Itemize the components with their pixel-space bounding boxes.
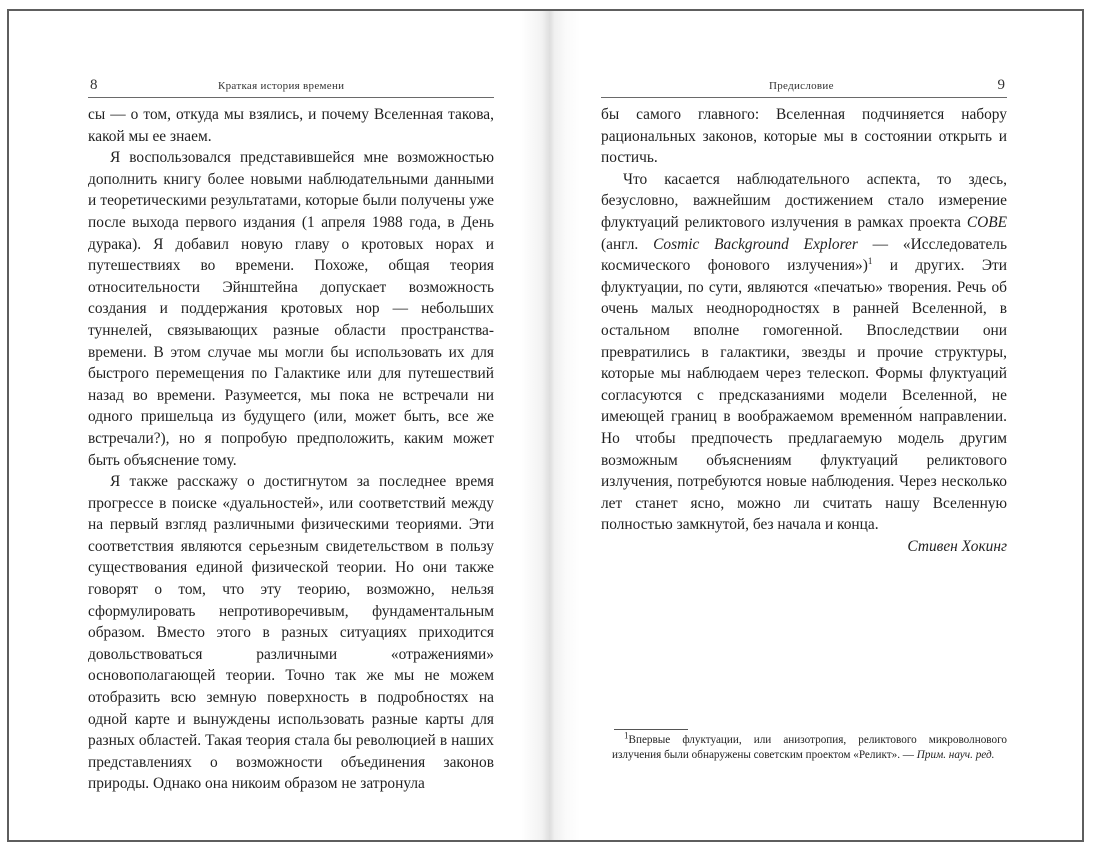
cobe-full-name: Cosmic Background Explorer xyxy=(653,235,858,253)
page-number-right: 9 xyxy=(997,77,1005,93)
left-page-body xyxy=(88,104,494,795)
running-head-title-right: Предисловие xyxy=(769,80,834,92)
running-head-right xyxy=(601,77,1007,98)
right-paragraph-2-text-c: — «Исследователь космического фонового излучения») xyxy=(601,235,1007,275)
footnote-mark: 1 xyxy=(624,730,629,741)
right-paragraph-2-text-a: Что касается наблюдательного аспекта, то здесь, безусловно, важнейшим достижением стало измерение флуктуаций реликтового излучения в рамках проекта xyxy=(601,170,1007,231)
left-paragraph-2: Я воспользовался представившейся мне возможностью дополнить книгу более новыми наблюдательными данными и теоретическими результатами, которые были получены уже после выхода первого издания (1 апреля 1988 года, в День дурака). Я добавил новую главу о кротовых норах и путешествиях во времени. Похоже, общая теория относительности Эйнштейна допускает возможность создания и поддержания кротовых нор — небольших туннелей, связывающих разные области пространства-времени. В этом случае мы могли бы использовать их для быстрого перемещения по Галактике или для путешествий назад во времени. Разумеется, мы пока не встречали ни одного пришельца из будущего (или, может быть, все же встречали?), но я попробую предположить, каким может быть объяснение тому. xyxy=(88,149,494,469)
right-paragraph-1: бы самого главного: Вселенная подчиняется набору рациональных законов, которые мы в состоянии открыть и постичь. xyxy=(601,106,1007,167)
author-signature: Стивен Хокинг xyxy=(907,537,1007,555)
right-paragraph-2-text-d: и других. Эти флуктуации, по сути, являются «печатью» творения. Речь об очень малых неоднородностях в ранней Вселенной, в остальном вполне гомогенной. Впоследствии они превратились в галактики, звезды и прочие структуры, которые мы наблюдаем через телескоп. Формы флуктуаций согласуются с предсказаниями модели Вселенной, не имеющей границ в воображаемом временно́м направлении. Но чтобы предпочесть предлагаемую модель другим возможным объяснениям флуктуаций реликтового излучения, потребуются новые наблюдения. Через несколько лет станет ясно, можно ли считать нашу Вселенную полностью замкнутой, без начала и конца. xyxy=(601,257,1007,534)
footnote-text: Впервые флуктуации, или анизотропия, реликтового микроволнового излучения были обнаружены советским проектом «Реликт». — xyxy=(612,734,1007,762)
right-page-body xyxy=(601,104,1007,557)
right-paragraph-2-text-b: (англ. xyxy=(601,235,654,253)
footnote xyxy=(612,730,1007,764)
book-spread xyxy=(7,9,1084,842)
right-page xyxy=(601,11,1007,840)
left-paragraph-3: Я также расскажу о достигнутом за последнее время прогрессе в поиске «дуальностей», или соответствий между на первый взгляд различными физическими теориями. Эти соответствия являются серьезным свидетельством в пользу существования единой физической теории. Но они также говорят о том, что эту теорию, возможно, нельзя сформулировать непротиворечивым, фундаментальным образом. Вместо этого в разных ситуациях приходится довольствоваться различными «отражениями» основополагающей теории. Точно так же мы не можем отобразить всю земную поверхность в подробностях на одной карте и вынуждены использовать разные карты для разных областей. Такая теория стала бы революцией в наших представлениях о возможности объединения законов природы. Однако она никоим образом не затронула xyxy=(88,473,494,793)
right-paragraph-2 xyxy=(601,169,1007,536)
book-gutter-shadow xyxy=(521,11,581,840)
running-head-title-left: Краткая история времени xyxy=(218,80,345,92)
page-number-left: 8 xyxy=(90,77,98,93)
left-paragraph-1: сы — о том, откуда мы взялись, и почему Вселенная такова, какой мы ее знаем. xyxy=(88,106,494,145)
footnote-editor-note: Прим. науч. ред. xyxy=(916,749,995,762)
running-head-left xyxy=(88,77,494,98)
cobe-acronym: COBE xyxy=(966,213,1007,231)
footnote-reference: 1 xyxy=(867,256,873,267)
left-page xyxy=(88,11,494,840)
